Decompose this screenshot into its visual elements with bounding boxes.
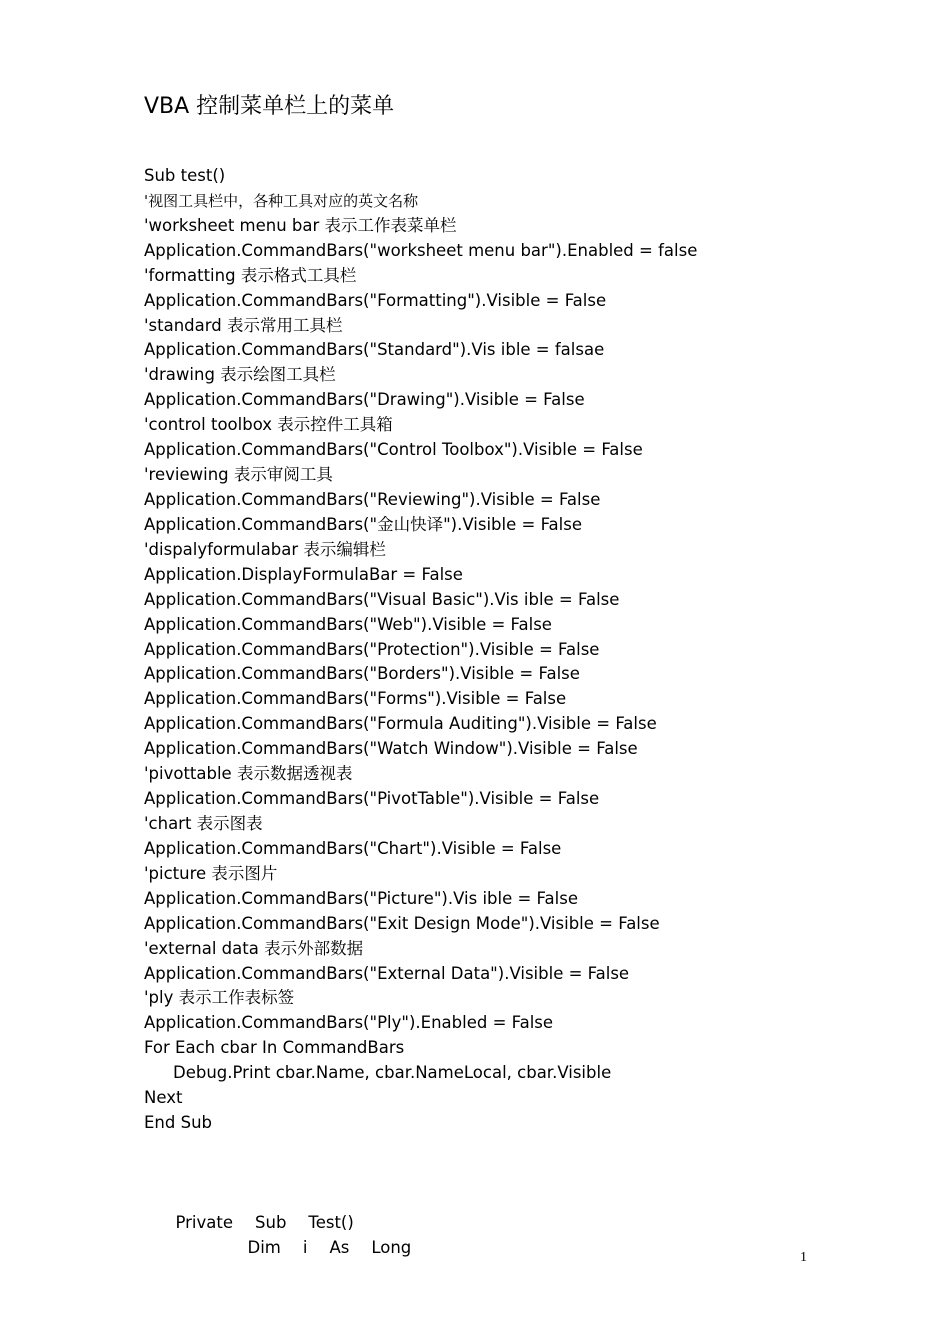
code-token: As [329,1237,350,1257]
code-line: Application.CommandBars("worksheet menu bar").Enabled = false [144,240,698,260]
code-token: Sub [255,1212,287,1232]
code-line: Application.CommandBars("Visual Basic").Vis ible = False [144,589,620,609]
code-comment-line: 'formatting 表示格式工具栏 [144,265,357,285]
code-line: Application.CommandBars("Borders").Visible = False [144,664,580,684]
code-line: Application.CommandBars("Picture").Vis ible = False [144,888,578,908]
code-line: Application.CommandBars("Formula Auditing").Visible = False [144,714,657,734]
code-line: Application.CommandBars("External Data").Visible = False [144,963,630,983]
code-comment-line: 'drawing 表示绘图工具栏 [144,365,336,385]
code-line: Application.CommandBars("PivotTable").Visible = False [144,789,600,809]
document-title: VBA 控制菜单栏上的菜单 [144,94,395,119]
code-comment-line: 'picture 表示图片 [144,863,278,883]
code-comment-line: 'ply 表示工作表标签 [144,988,295,1008]
code-line: Sub test() [144,166,226,185]
code-comment-line: 'chart 表示图表 [144,813,263,833]
blank-line [144,1161,904,1186]
code-token: Test() [308,1212,354,1232]
code-comment-line: 'reviewing 表示审阅工具 [144,465,333,485]
blank-line [144,1136,904,1161]
code-token: Private [175,1212,234,1232]
code-comment-line: 'dispalyformulabar 表示编辑栏 [144,539,386,559]
code-line: Application.CommandBars("Formatting").Visible = False [144,290,607,310]
code-line: Application.CommandBars("Reviewing").Visible = False [144,489,601,509]
code-line: Application.CommandBars("Exit Design Mode").Visible = False [144,913,660,933]
code-comment-line: '视图工具栏中，各种工具对应的英文名称 [144,191,419,210]
vba-code-block [144,164,904,1257]
code-line: End Sub [144,1113,213,1133]
code-line: Application.CommandBars("Forms").Visible = False [144,689,567,709]
code-comment-line: 'worksheet menu bar 表示工作表菜单栏 [144,215,457,235]
code-line: Application.CommandBars("Control Toolbox").Visible = False [144,440,643,460]
code-line: Application.CommandBars("Ply").Enabled = False [144,1013,554,1033]
code-line: Application.CommandBars("Standard").Vis ible = falsae [144,340,605,360]
code-token: i [302,1237,308,1257]
code-line: Next [144,1088,183,1108]
page-number: 1 [800,1250,807,1265]
code-comment-line: 'standard 表示常用工具栏 [144,315,343,335]
code-line: For Each cbar In CommandBars [144,1038,405,1058]
code-line: Application.DisplayFormulaBar = False [144,564,463,584]
code-comment-line: 'pivottable 表示数据透视表 [144,764,353,784]
private-sub-line [144,1186,904,1232]
code-comment-line: 'external data 表示外部数据 [144,938,364,958]
code-line: Application.CommandBars("Web").Visible = False [144,614,552,634]
code-token: Long [371,1237,412,1257]
code-token: Dim [247,1237,281,1257]
code-line: Application.CommandBars("金山快译").Visible = False [144,514,582,534]
code-comment-line: 'control toolbox 表示控件工具箱 [144,415,393,435]
code-line-indented: Debug.Print cbar.Name, cbar.NameLocal, cbar.Visible [173,1063,612,1083]
code-line: Application.CommandBars("Protection").Visible = False [144,639,600,659]
code-line: Application.CommandBars("Drawing").Visible = False [144,390,585,410]
code-line: Application.CommandBars("Chart").Visible = False [144,838,562,858]
code-line: Application.CommandBars("Watch Window").Visible = False [144,739,638,759]
